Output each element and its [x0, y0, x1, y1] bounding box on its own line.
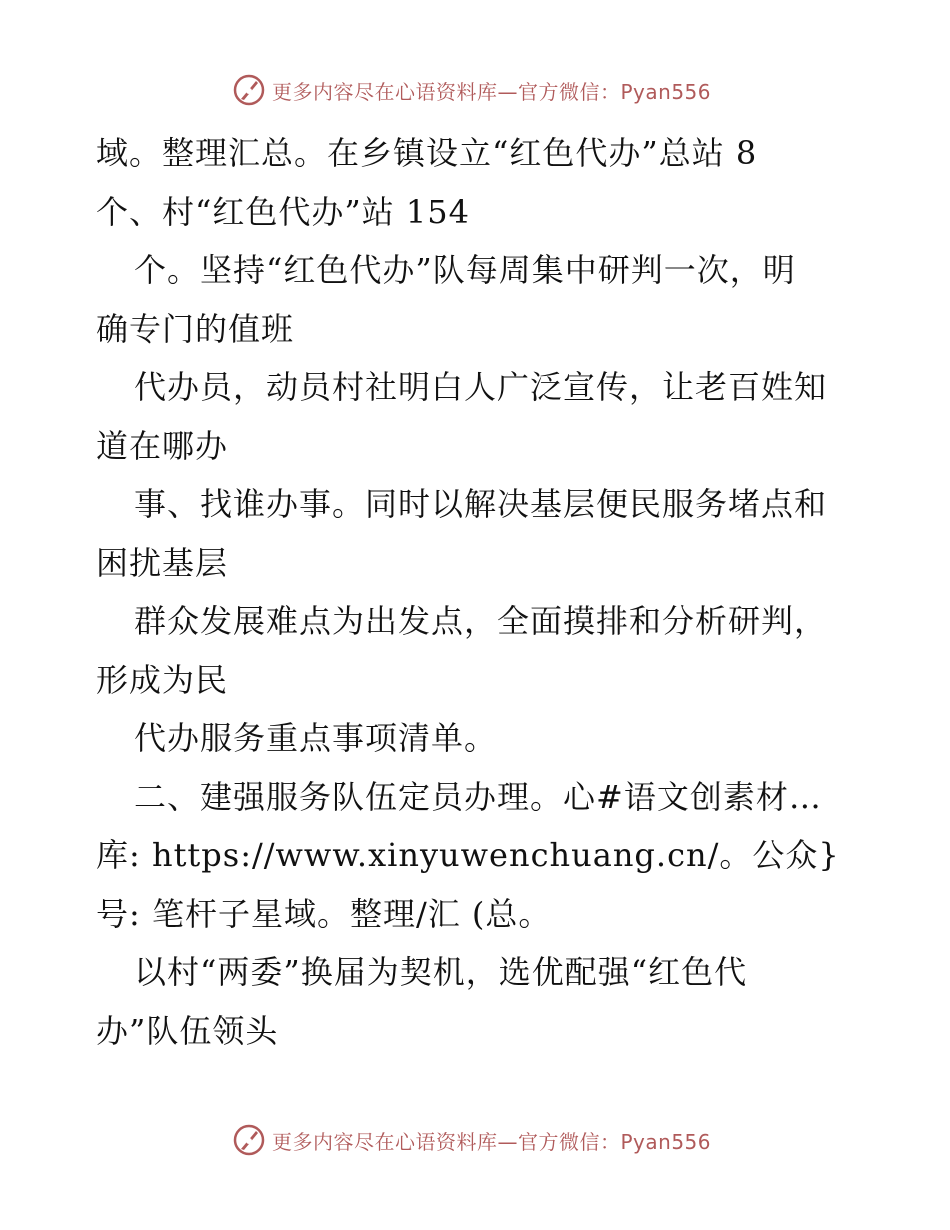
text-line: 个、村“红色代办”站 154 — [96, 192, 470, 231]
footer-banner-text: 更多内容尽在心语资料库—官方微信：Pyan556 — [272, 1129, 712, 1154]
header-banner-text: 更多内容尽在心语资料库—官方微信：Pyan556 — [272, 79, 712, 104]
text-line: 域。整理汇总。在乡镇设立“红色代办”总站 8 — [96, 134, 758, 172]
text-line: 形成为民 — [96, 660, 229, 699]
text-line: 个。坚持“红色代办”队每周集中研判一次，明 — [134, 251, 796, 289]
text-line: 代办员，动员村社明白人广泛宣传，让老百姓知 — [134, 368, 828, 406]
quill-logo-icon — [232, 73, 266, 107]
document-body — [96, 124, 876, 1060]
text-line: 事、找谁办事。同时以解决基层便民服务堵点和 — [134, 485, 828, 523]
text-line: 库: https://www.xinyuwenchuang.cn/。公众} — [96, 836, 840, 874]
header-banner — [232, 70, 752, 110]
text-line: 以村“两委”换届为契机，选优配强“红色代 — [134, 953, 748, 991]
text-line: 群众发展难点为出发点，全面摸排和分析研判， — [134, 602, 828, 640]
quill-logo-icon — [232, 1123, 266, 1157]
text-line: 号: 笔杆子星域。整理/汇 (总。 — [96, 894, 552, 933]
text-line: 困扰基层 — [96, 543, 229, 582]
text-line: 代办服务重点事项清单。 — [134, 719, 498, 757]
text-line: 办”队伍领头 — [96, 1011, 279, 1050]
text-line: 二、建强服务队伍定员办理。心#语文创素材… — [134, 777, 822, 816]
text-line: 道在哪办 — [96, 426, 229, 465]
footer-banner — [232, 1120, 752, 1160]
text-line: 确专门的值班 — [96, 309, 295, 348]
